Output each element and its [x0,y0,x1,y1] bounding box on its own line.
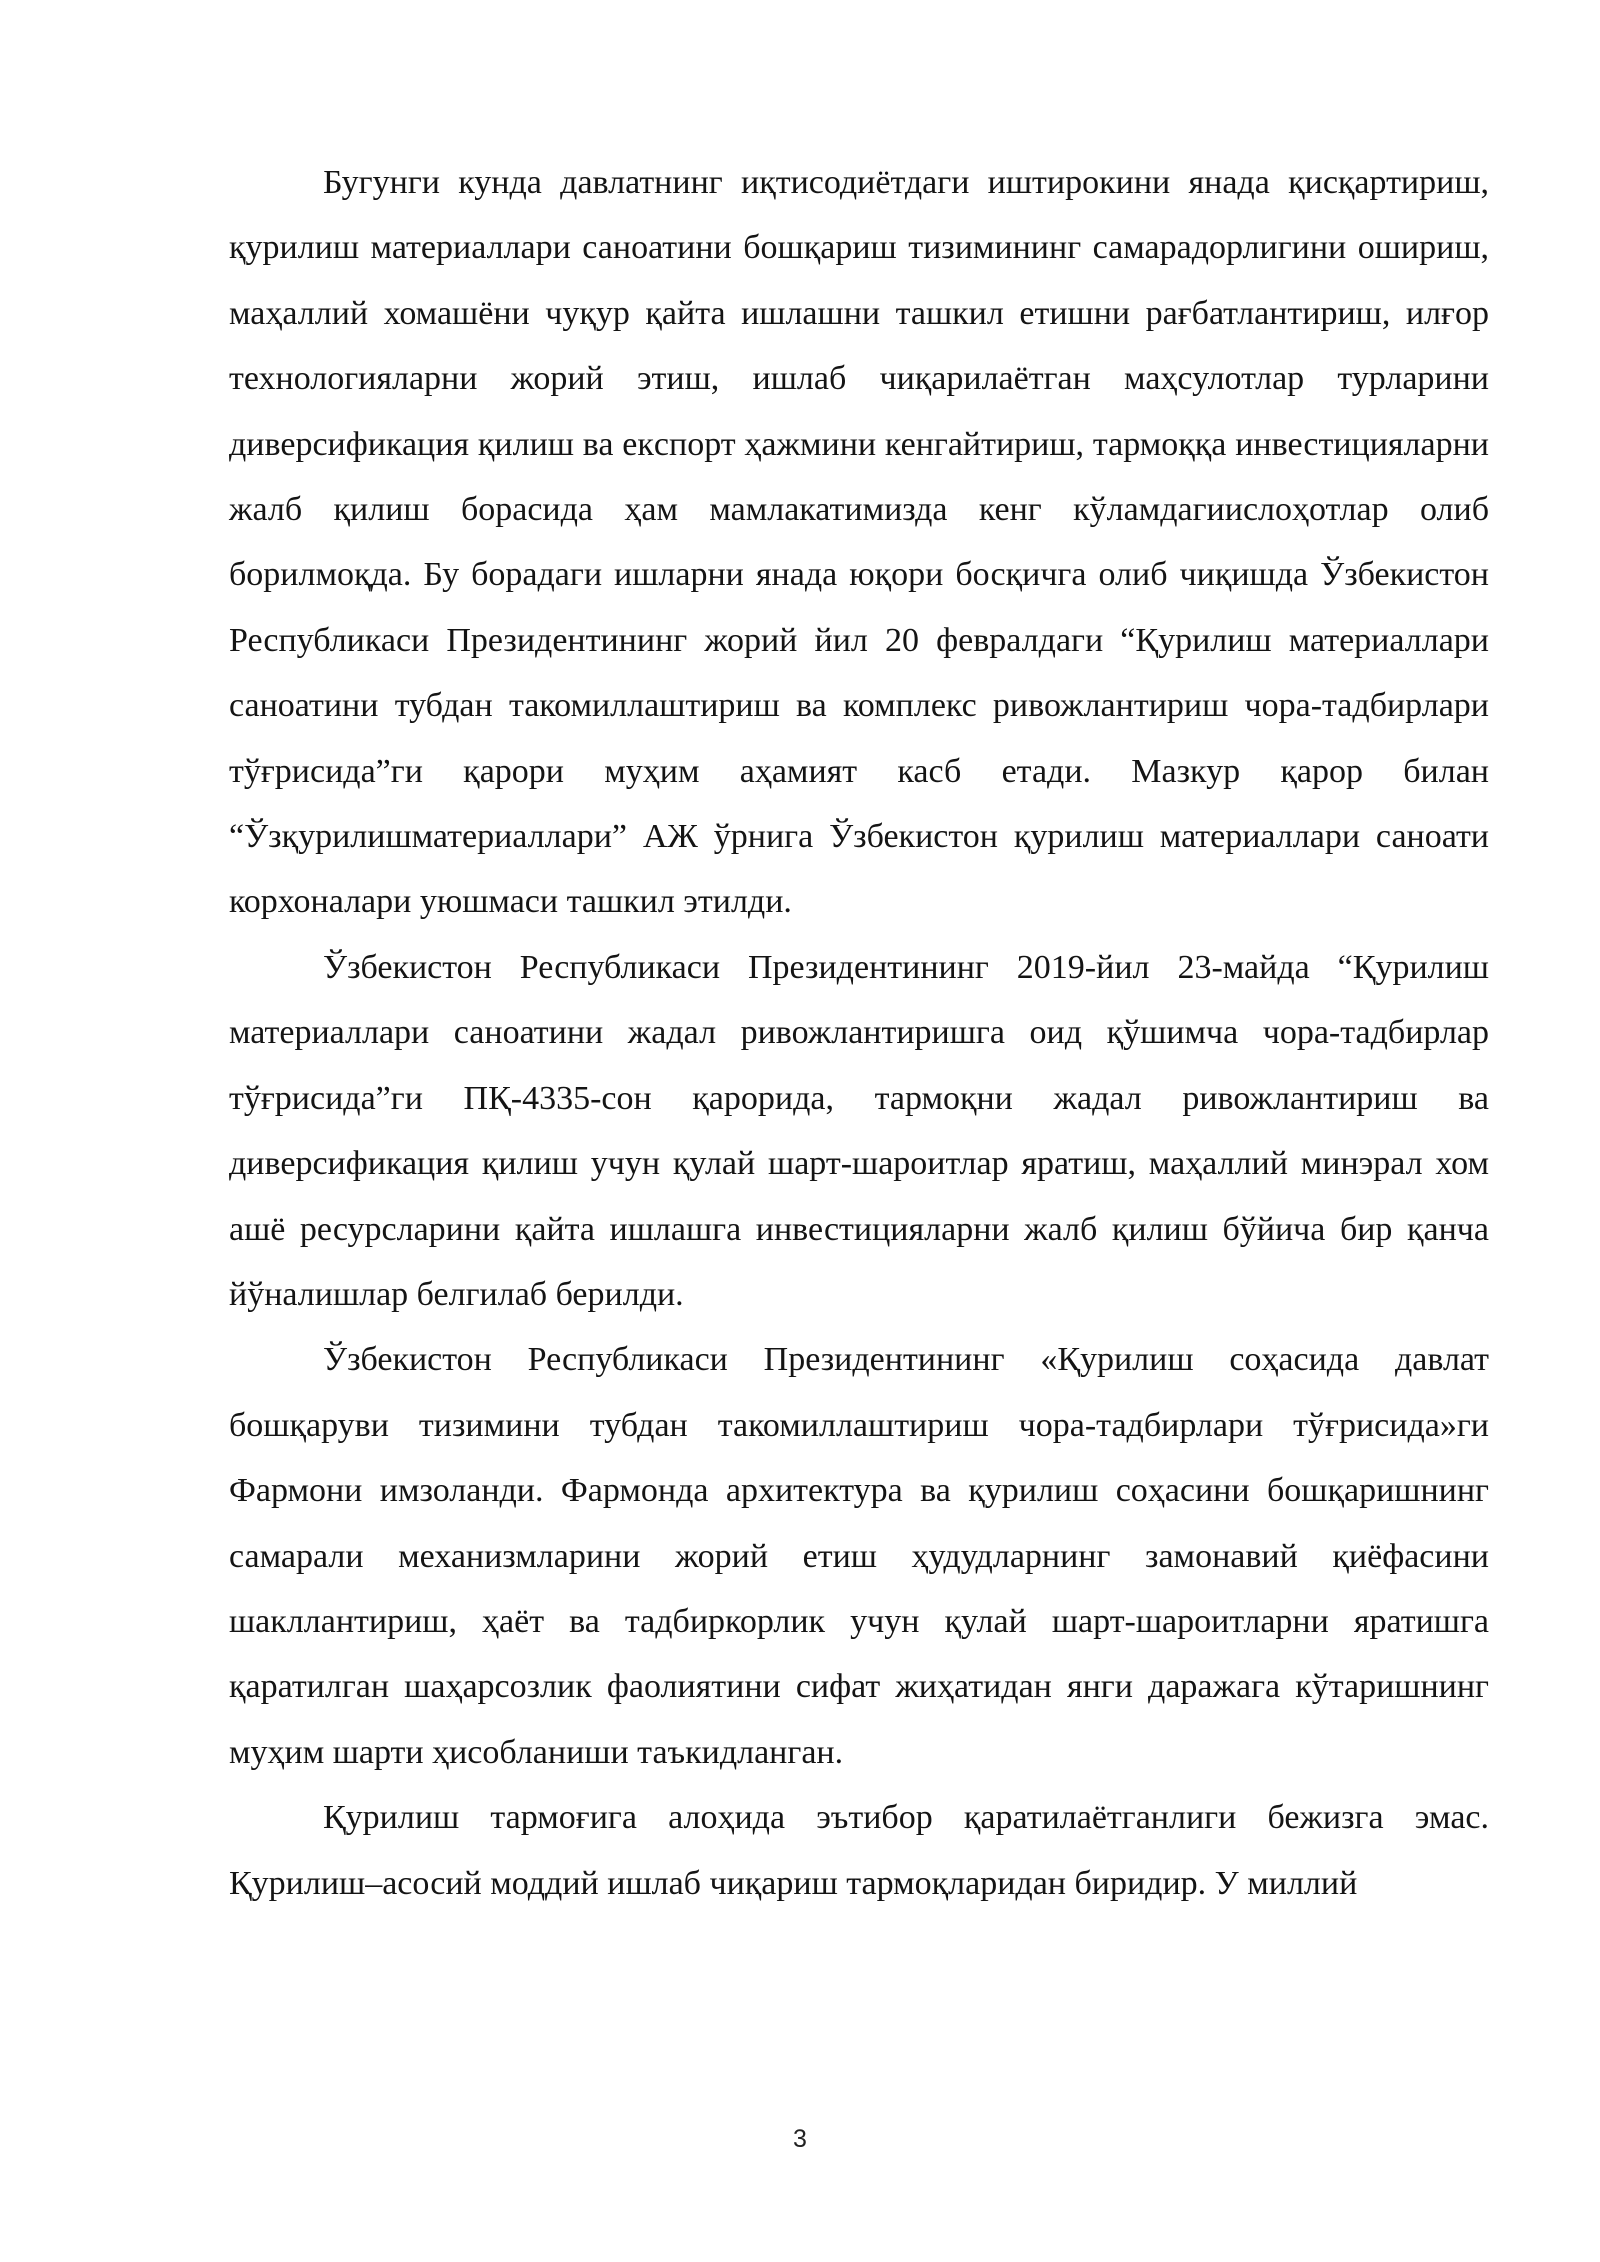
page-number: 3 [793,2125,807,2153]
paragraph-4: Қурилиш тармоғига алоҳида эътибор қаратилаётганлиги бежизга эмас. Қурилиш–асосий моддий ишлаб чиқариш тармоқларидан биридир. У миллий [229,1799,1489,1902]
paragraph-1: Бугунги кунда давлатнинг иқтисодиётдаги иштирокини янада қисқартириш, қурилиш материаллари саноатини бошқариш тизимининг самарадорлигини ошириш, маҳаллий хомашёни чуқур қайта ишлашни ташкил етишни рағбатлантириш, илғор технологияларни жорий этиш, ишлаб чиқарилаётган маҳсулотлар турларини диверсификация қилиш ва екcпорт ҳажмини кенгайтириш, тармоққа инвестицияларни жалб қилиш борасида ҳам мамлакатимизда кенг кўламдагиислоҳотлар олиб борилмоқда. Бу борадаги ишларни янада юқори босқичга олиб чиқишда Ўзбекистон Республикаси Президентининг жорий йил 20 февралдаги “Қурилиш материаллари саноатини тубдан такомиллаштириш ва комплекс ривожлантириш чора-тадбирлари тўғрисида”ги қарори муҳим аҳамият касб етади. Мазкур қарор билан “Ўзқурилишматериаллари” АЖ ўрнига Ўзбекистон қурилиш материаллари саноати корхоналари уюшмаси ташкил этилди. [229,164,1489,921]
paragraph-3: Ўзбекистон Республикаси Президентининг «Қурилиш соҳасида давлат бошқаруви тизимини тубдан такомиллаштириш чора-тадбирлари тўғрисида»ги Фармони имзоланди. Фармонда архитектура ва қурилиш соҳасини бошқаришнинг самарали механизмларини жорий етиш ҳудудларнинг замонавий қиёфасини шакллантириш, ҳаёт ва тадбиркорлик учун қулай шарт-шароитларни яратишга қаратилган шаҳарсозлик фаолиятини сифат жиҳатидан янги даражага кўтаришнинг муҳим шарти ҳисобланиши таъкидланган. [229,1341,1489,1771]
body-text [229,150,1489,1916]
paragraph-2: Ўзбекистон Республикаси Президентининг 2019-йил 23-майда “Қурилиш материаллари саноатини жадал ривожлантиришга оид қўшимча чора-тадбирлар тўғрисида”ги ПҚ-4335-сон қарорида, тармоқни жадал ривожлантириш ва диверсификация қилиш учун қулай шарт-шароитлар яратиш, маҳаллий минэрал хом ашё ресурсларини қайта ишлашга инвестицияларни жалб қилиш бўйича бир қанча йўналишлар белгилаб берилди. [229,948,1489,1313]
